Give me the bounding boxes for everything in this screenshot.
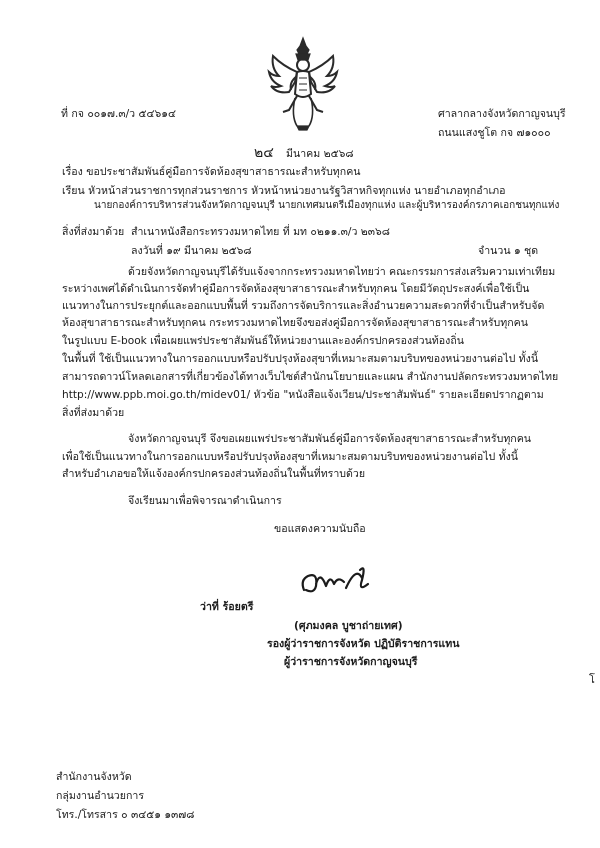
garuda-emblem-icon bbox=[265, 36, 341, 132]
enclosure-quantity: จำนวน ๑ ชุด bbox=[478, 245, 539, 257]
para2-line: สำหรับอำเภอขอให้แจ้งองค์กรปกครองส่วนท้องถิ่นในพื้นที่ทราบด้วย bbox=[62, 468, 366, 480]
para1-line: ระหว่างเพศได้ดำเนินการจัดทำคู่มือการจัดห้องสุขาสาธารณะสำหรับทุกคน โดยมีวัตถุประสงค์เพื่อใช้เป็น bbox=[62, 283, 530, 295]
signer-title-1: รองผู้ว่าราชการจังหวัด ปฏิบัติราชการแทน bbox=[267, 638, 460, 650]
para1-line: แนวทางในการประยุกต์และออกแบบพื้นที่ รวมถึงการจัดบริการและสิ่งอำนวยความสะดวกที่จำเป็นสำหรับจัด bbox=[62, 300, 545, 312]
footer-office: สำนักงานจังหวัด bbox=[56, 771, 132, 783]
margin-mark: โ bbox=[589, 673, 595, 686]
signer-title-2: ผู้ว่าราชการจังหวัดกาญจนบุรี bbox=[284, 656, 418, 668]
para1-line: ด้วยจังหวัดกาญจนบุรีได้รับแจ้งจากกระทรวงมหาดไทยว่า คณะกรรมการส่งเสริมความเท่าเทียม bbox=[128, 266, 556, 278]
para1-line: ในรูปแบบ E-book เพื่อเผยแพร่ประชาสัมพันธ์ให้หน่วยงานและองค์กรปกครองส่วนท้องถิ่น bbox=[62, 335, 464, 347]
sender-address: ถนนแสงชูโต กจ ๗๑๐๐๐ bbox=[438, 127, 551, 139]
enclosure-text: สำเนาหนังสือกระทรวงมหาดไทย ที่ มท ๐๒๑๑.๓/ว ๒๓๖๘ bbox=[131, 226, 390, 238]
enclosure-date: ลงวันที่ ๑๙ มีนาคม ๒๕๖๘ bbox=[131, 245, 252, 257]
para1-line: สามารถดาวน์โหลดเอกสารที่เกี่ยวข้องได้ทางเว็บไซต์สำนักนโยบายและแผน สำนักงานปลัดกระทรวงมหาดไทย bbox=[62, 371, 559, 383]
para2-line: เพื่อใช้เป็นแนวทางในการออกแบบหรือปรับปรุงห้องสุขาที่เหมาะสมตามบริบทของหน่วยงานต่อไป ทั้งนี้ bbox=[62, 451, 519, 463]
para1-line-url: http://www.ppb.moi.go.th/midev01/ หัวข้อ "หนังสือแจ้งเวียน/ประชาสัมพันธ์" รายละเอียดปรากฏตาม bbox=[62, 389, 544, 401]
signer-rank: ว่าที่ ร้อยตรี bbox=[200, 601, 254, 613]
footer-phone: โทร./โทรสาร ๐ ๓๔๕๑ ๑๓๗๘ bbox=[56, 809, 195, 821]
closing-salutation: ขอแสดงความนับถือ bbox=[274, 523, 366, 535]
footer-group: กลุ่มงานอำนวยการ bbox=[56, 790, 145, 802]
para1-line: ห้องสุขาสาธารณะสำหรับทุกคน กระทรวงมหาดไทยจึงขอส่งคู่มือการจัดห้องสุขาสาธารณะสำหรับทุกคน bbox=[62, 317, 528, 329]
para1-line: ในพื้นที่ ใช้เป็นแนวทางในการออกแบบหรือปรับปรุงห้องสุขาที่เหมาะสมตามบริบทของหน่วยงานต่อไป ทั้งนี้ bbox=[62, 353, 539, 365]
date-day: ๒๔ bbox=[254, 145, 274, 161]
document-number: ที่ กจ ๐๐๑๗.๓/ว ๕๔๖๑๔ bbox=[61, 108, 176, 120]
para2-line: จังหวัดกาญจนบุรี จึงขอเผยแพร่ประชาสัมพันธ์คู่มือการจัดห้องสุขาสาธารณะสำหรับทุกคน bbox=[128, 433, 532, 445]
enclosure-label: สิ่งที่ส่งมาด้วย bbox=[62, 226, 125, 238]
closing-request: จึงเรียนมาเพื่อพิจารณาดำเนินการ bbox=[128, 495, 282, 507]
date-month-year: มีนาคม ๒๕๖๘ bbox=[286, 148, 354, 160]
sender-organization: ศาลากลางจังหวัดกาญจนบุรี bbox=[438, 108, 566, 120]
handwritten-signature bbox=[296, 560, 386, 602]
para1-line: สิ่งที่ส่งมาด้วย bbox=[62, 407, 125, 419]
signer-name: (ศุภมงคล บูชาถ่ายเทศ) bbox=[294, 620, 403, 632]
recipient-line-1: เรียน หัวหน้าส่วนราชการทุกส่วนราชการ หัวหน้าหน่วยงานรัฐวิสาหกิจทุกแห่ง นายอำเภอทุกอำเภอ bbox=[62, 185, 506, 197]
recipient-line-2: นายกองค์การบริหารส่วนจังหวัดกาญจนบุรี นายกเทศมนตรีเมืองทุกแห่ง และผู้บริหารองค์กรภาคเอกชนทุกแห่ง bbox=[94, 200, 560, 211]
subject-line: เรื่อง ขอประชาสัมพันธ์คู่มือการจัดห้องสุขาสาธารณะสำหรับทุกคน bbox=[62, 166, 361, 178]
